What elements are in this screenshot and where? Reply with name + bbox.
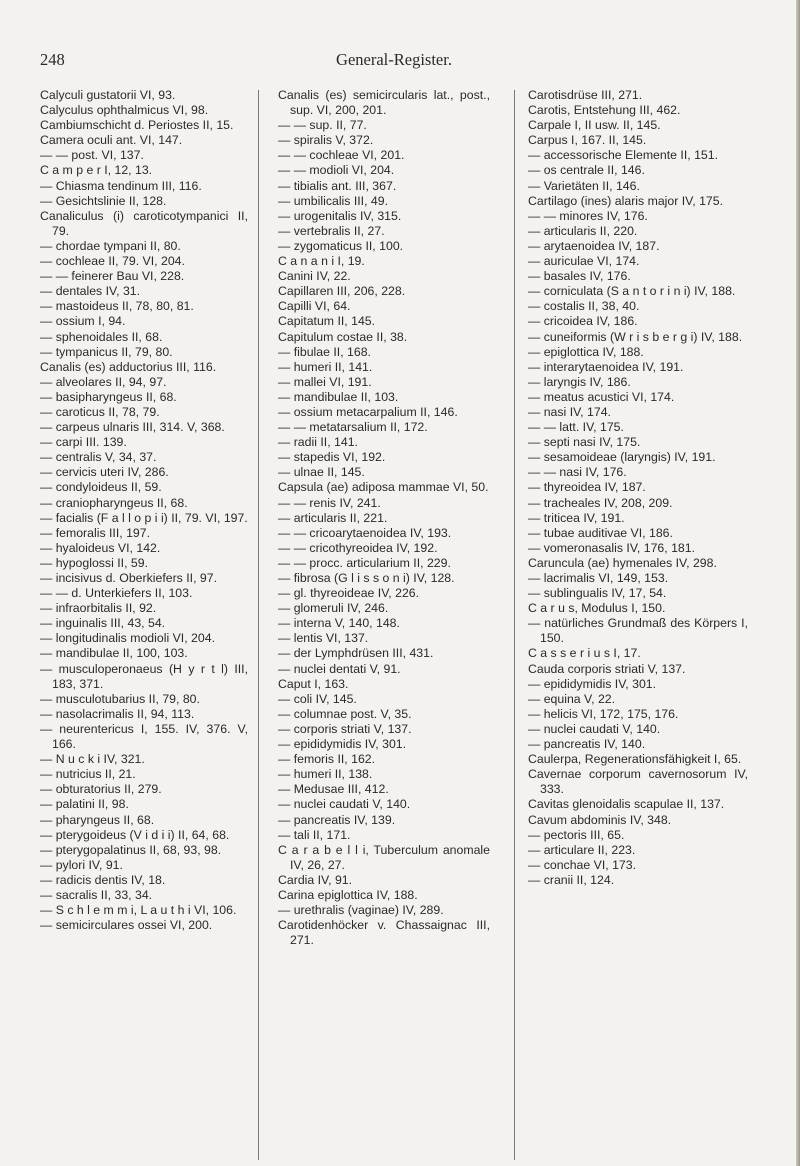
index-entry: Carotisdrüse III, 271. xyxy=(528,88,643,102)
column-divider xyxy=(258,90,259,1160)
index-entry: — corporis striati V, 137. xyxy=(278,721,412,736)
index-entry: Caruncula (ae) hymenales IV, 298. xyxy=(528,555,717,570)
index-entry: — mastoideus II, 78, 80, 81. xyxy=(40,299,194,314)
index-entry: — sacralis II, 33, 34. xyxy=(40,887,153,902)
index-entry: Calyculus ophthalmicus VI, 98. xyxy=(40,103,209,118)
index-entry: — Gesichtslinie II, 128. xyxy=(40,193,167,208)
index-entry: — auriculae VI, 174. xyxy=(528,254,640,269)
index-entry: — S c h l e m m i, L a u t h i VI, 106. xyxy=(40,903,237,918)
index-entry: — N u c k i IV, 321. xyxy=(40,752,145,767)
page-edge-shadow xyxy=(796,0,800,1166)
index-entry: — articulare II, 223. xyxy=(528,842,636,857)
index-entry: — nuclei dentati V, 91. xyxy=(278,661,401,676)
index-entry: — lentis VI, 137. xyxy=(278,631,369,646)
index-entry: — basipharyngeus II, 68. xyxy=(40,389,177,404)
index-entry: — carpeus ulnaris III, 314. V, 368. xyxy=(40,420,225,435)
index-entry: — basales IV, 176. xyxy=(528,269,631,284)
index-entry: — vertebralis II, 27. xyxy=(278,223,385,238)
index-entry: — carpi III. 139. xyxy=(40,435,127,450)
index-entry: — epididymidis IV, 301. xyxy=(278,737,407,752)
index-entry: — accessorische Elemente II, 151. xyxy=(528,148,719,163)
index-entry: — infraorbitalis II, 92. xyxy=(40,601,157,616)
page-number: 248 xyxy=(40,50,65,69)
index-entry: — vomeronasalis IV, 176, 181. xyxy=(528,540,696,555)
index-entry: — triticea IV, 191. xyxy=(528,510,625,525)
index-entry: — urethralis (vaginae) IV, 289. xyxy=(278,903,444,918)
index-entry: — — feinerer Bau VI, 228. xyxy=(40,269,185,284)
index-entry: — corniculata (S a n t o r i n i) IV, 188. xyxy=(528,284,736,299)
index-entry: C a r u s, Modulus I, 150. xyxy=(528,601,666,616)
index-entry: — — procc. articularium II, 229. xyxy=(278,555,451,570)
index-entry: — craniopharyngeus II, 68. xyxy=(40,495,188,510)
index-entry: — os centrale II, 146. xyxy=(528,163,645,178)
page-header xyxy=(40,50,748,74)
index-entry: Canalis (es) semicircularis lat., post., sup. VI, 200, 201. xyxy=(278,88,490,118)
index-entry: Carotidenhöcker v. Chassaignac III, 271. xyxy=(278,918,490,948)
index-entry: — spiralis V, 372. xyxy=(278,133,374,148)
index-entry: — tubae auditivae VI, 186. xyxy=(528,525,673,540)
index-entry: — columnae post. V, 35. xyxy=(278,706,412,721)
index-entry: Camera oculi ant. VI, 147. xyxy=(40,133,183,148)
index-entry: — alveolares II, 94, 97. xyxy=(40,374,167,389)
index-entry: — — cricoarytaenoidea IV, 193. xyxy=(278,525,452,540)
index-entry: — fibrosa (G l i s s o n i) IV, 128. xyxy=(278,571,455,585)
index-entry: — Chiasma tendinum III, 116. xyxy=(40,178,202,193)
index-entry: — sesamoideae (laryngis) IV, 191. xyxy=(528,450,716,465)
index-entry: — fibulae II, 168. xyxy=(278,344,371,359)
index-entry: — nuclei caudati V, 140. xyxy=(278,797,411,812)
index-entry: — — cricothyreoidea IV, 192. xyxy=(278,540,438,555)
index-entry: Canaliculus (i) caroticotympanici II, 79. xyxy=(40,208,248,238)
index-entry: Cauda corporis striati V, 137. xyxy=(528,661,686,676)
index-entry: — urogenitalis IV, 315. xyxy=(278,208,402,223)
index-entry: — — minores IV, 176. xyxy=(528,208,648,223)
index-entry: — zygomaticus II, 100. xyxy=(278,238,404,253)
index-entry: — humeri II, 138. xyxy=(278,767,373,782)
index-entry: — dentales IV, 31. xyxy=(40,284,141,299)
index-entry: — centralis V, 34, 37. xyxy=(40,450,157,465)
index-entry: — nasolacrimalis II, 94, 113. xyxy=(40,706,195,721)
index-entry: Capilli VI, 64. xyxy=(278,299,351,314)
index-entry: — obturatorius II, 279. xyxy=(40,782,162,797)
index-column-3 xyxy=(528,88,748,888)
index-entry: — tali II, 171. xyxy=(278,827,351,842)
index-entry: Cartilago (ines) alaris major IV, 175. xyxy=(528,193,724,208)
index-entry: — condyloideus II, 59. xyxy=(40,480,162,495)
index-entry: — radicis dentis IV, 18. xyxy=(40,872,166,887)
index-entry: — costalis II, 38, 40. xyxy=(528,299,640,314)
index-column-1 xyxy=(40,88,248,933)
index-entry: Capsula (ae) adiposa mammae VI, 50. xyxy=(278,480,489,495)
index-entry: — mallei VI, 191. xyxy=(278,374,372,389)
index-entry: — lacrimalis VI, 149, 153. xyxy=(528,571,669,585)
index-entry: — tibialis ant. III, 367. xyxy=(278,178,397,193)
index-entry: — coli IV, 145. xyxy=(278,691,357,706)
index-entry: Carotis, Entstehung III, 462. xyxy=(528,103,681,118)
index-entry: — neurentericus I, 155. IV, 376. V, 166. xyxy=(40,721,248,752)
index-entry: — meatus acustici VI, 174. xyxy=(528,389,675,404)
index-entry: — laryngis IV, 186. xyxy=(528,374,631,389)
index-entry: — epiglottica IV, 188. xyxy=(528,344,644,359)
index-entry: — nasi IV, 174. xyxy=(528,404,611,419)
index-entry: — glomeruli IV, 246. xyxy=(278,601,389,616)
index-entry: — articularis II, 220. xyxy=(528,223,638,238)
index-entry: — — metatarsalium II, 172. xyxy=(278,420,428,435)
index-entry: — — post. VI, 137. xyxy=(40,148,144,163)
index-entry: — Varietäten II, 146. xyxy=(528,178,640,193)
index-entry: Cavernae corporum cavernosorum IV, 333. xyxy=(528,767,748,797)
index-entry: Cavitas glenoidalis scapulae II, 137. xyxy=(528,797,725,812)
index-entry: — cochleae II, 79. VI, 204. xyxy=(40,254,185,269)
index-entry: Capitulum costae II, 38. xyxy=(278,329,408,344)
index-entry: — pectoris III, 65. xyxy=(528,827,625,842)
index-entry: — hyaloideus VI, 142. xyxy=(40,540,161,555)
index-entry: Caput I, 163. xyxy=(278,676,349,691)
index-entry: — pancreatis IV, 139. xyxy=(278,812,396,827)
index-entry: C a r a b e l l i, Tuberculum anomale IV, 26, 27. xyxy=(278,842,490,872)
index-entry: — pterygoideus (V i d i i) II, 64, 68. xyxy=(40,827,230,842)
index-entry: — sphenoidales II, 68. xyxy=(40,329,163,344)
index-entry: Canalis (es) adductorius III, 116. xyxy=(40,359,217,374)
index-entry: Capillaren III, 206, 228. xyxy=(278,284,406,299)
index-entry: — radii II, 141. xyxy=(278,435,358,450)
index-entry: — natürliches Grundmaß des Körpers I, 150. xyxy=(528,616,748,646)
index-entry: — ossium I, 94. xyxy=(40,314,126,329)
index-entry: — der Lymphdrüsen III, 431. xyxy=(278,646,434,661)
index-entry: — — nasi IV, 176. xyxy=(528,465,627,480)
index-entry: — septi nasi IV, 175. xyxy=(528,435,641,450)
index-entry: — humeri II, 141. xyxy=(278,359,373,374)
index-entry: — interarytaenoidea IV, 191. xyxy=(528,359,684,374)
index-entry: Capitatum II, 145. xyxy=(278,314,376,329)
running-title: General-Register. xyxy=(336,50,452,69)
index-entry: Carpale I, II usw. II, 145. xyxy=(528,118,661,133)
index-entry: — ulnae II, 145. xyxy=(278,465,365,480)
column-divider xyxy=(514,90,515,1160)
index-entry: — mandibulae II, 100, 103. xyxy=(40,646,188,661)
index-entry: — chordae tympani II, 80. xyxy=(40,238,181,253)
index-entry: — pylori IV, 91. xyxy=(40,857,123,872)
index-entry: — stapedis VI, 192. xyxy=(278,450,386,465)
index-entry: — pterygopalatinus II, 68, 93, 98. xyxy=(40,842,222,857)
index-entry: — umbilicalis III, 49. xyxy=(278,193,389,208)
index-entry: — nutricius II, 21. xyxy=(40,767,136,782)
index-entry: — ossium metacarpalium II, 146. xyxy=(278,404,458,419)
index-entry: — arytaenoidea IV, 187. xyxy=(528,238,660,253)
index-entry: — musculotubarius II, 79, 80. xyxy=(40,691,200,706)
index-entry: — — sup. II, 77. xyxy=(278,118,367,133)
index-entry: — conchae VI, 173. xyxy=(528,857,637,872)
index-entry: — femoralis III, 197. xyxy=(40,525,151,540)
index-entry: — mandibulae II, 103. xyxy=(278,389,399,404)
index-entry: — cuneiformis (W r i s b e r g i) IV, 188. xyxy=(528,329,743,344)
index-entry: — — modioli VI, 204. xyxy=(278,163,395,178)
index-entry: — helicis VI, 172, 175, 176. xyxy=(528,706,679,721)
index-entry: Caulerpa, Regenerationsfähigkeit I, 65. xyxy=(528,752,742,767)
index-entry: Cavum abdominis IV, 348. xyxy=(528,812,672,827)
index-entry: — — d. Unterkiefers II, 103. xyxy=(40,586,193,601)
index-entry: — Medusae III, 412. xyxy=(278,782,389,797)
index-entry: — musculoperonaeus (H y r t l) III, 183, 371. xyxy=(40,661,248,691)
index-entry: Carpus I, 167. II, 145. xyxy=(528,133,647,148)
index-entry: — palatini II, 98. xyxy=(40,797,129,812)
index-entry: — semicirculares ossei VI, 200. xyxy=(40,918,213,933)
index-entry: — nuclei caudati V, 140. xyxy=(528,721,661,736)
index-entry: Cardia IV, 91. xyxy=(278,872,353,887)
index-entry: C a n a n i I, 19. xyxy=(278,254,365,269)
index-entry: — tympanicus II, 79, 80. xyxy=(40,344,173,359)
index-entry: — cricoidea IV, 186. xyxy=(528,314,638,329)
index-entry: — — latt. IV, 175. xyxy=(528,420,624,435)
index-entry: — cranii II, 124. xyxy=(528,872,615,887)
index-entry: Carina epiglottica IV, 188. xyxy=(278,887,418,902)
index-entry: — gl. thyreoideae IV, 226. xyxy=(278,586,420,601)
index-entry: — caroticus II, 78, 79. xyxy=(40,404,160,419)
index-entry: — sublingualis IV, 17, 54. xyxy=(528,586,667,601)
index-entry: C a m p e r I, 12, 13. xyxy=(40,163,153,178)
index-entry: Calyculi gustatorii VI, 93. xyxy=(40,88,176,102)
index-entry: — articularis II, 221. xyxy=(278,510,388,525)
index-entry: — interna V, 140, 148. xyxy=(278,616,400,631)
index-entry: — — cochleae VI, 201. xyxy=(278,148,405,163)
index-entry: — cervicis uteri IV, 286. xyxy=(40,465,169,480)
index-entry: — hypoglossi II, 59. xyxy=(40,555,148,570)
index-entry: Canini IV, 22. xyxy=(278,269,351,284)
index-column-2 xyxy=(278,88,490,948)
index-entry: — tracheales IV, 208, 209. xyxy=(528,495,673,510)
index-entry: — facialis (F a l l o p i i) II, 79. VI, 197. xyxy=(40,510,248,525)
index-entry: Cambiumschicht d. Periostes II, 15. xyxy=(40,118,234,133)
index-entry: — — renis IV, 241. xyxy=(278,495,381,510)
index-entry: — equina V, 22. xyxy=(528,691,616,706)
index-entry: — pancreatis IV, 140. xyxy=(528,737,646,752)
index-entry: — incisivus d. Oberkiefers II, 97. xyxy=(40,571,218,585)
index-entry: — thyreoidea IV, 187. xyxy=(528,480,646,495)
index-entry: C a s s e r i u s I, 17. xyxy=(528,646,641,661)
index-entry: — femoris II, 162. xyxy=(278,752,376,767)
index-entry: — pharyngeus II, 68. xyxy=(40,812,155,827)
index-entry: — longitudinalis modioli VI, 204. xyxy=(40,631,215,646)
index-entry: — inguinalis III, 43, 54. xyxy=(40,616,166,631)
index-entry: — epididymidis IV, 301. xyxy=(528,676,657,691)
